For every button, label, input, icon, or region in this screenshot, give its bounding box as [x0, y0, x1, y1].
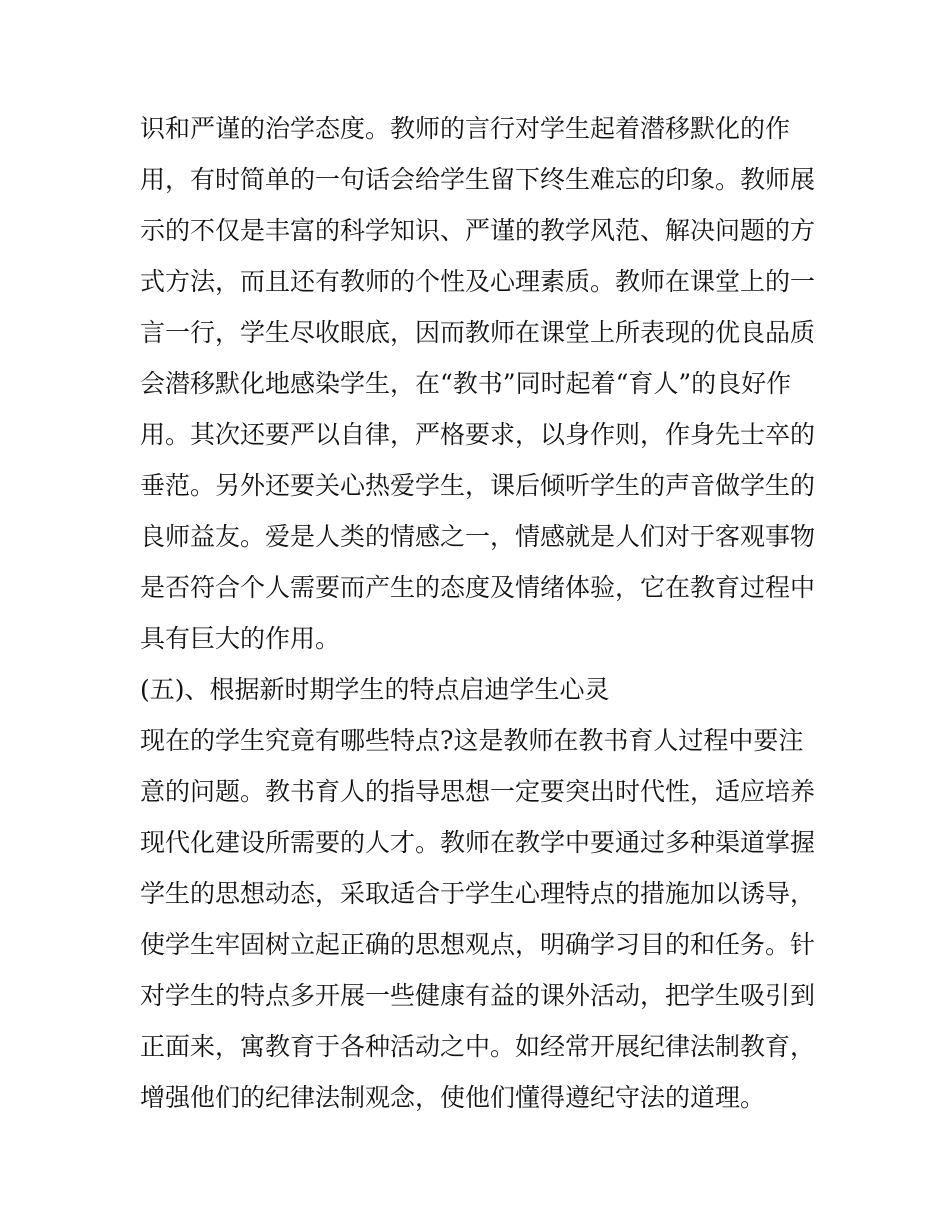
text-line: 具有巨大的作用。	[140, 624, 341, 653]
text-line: 学生的思想动态，采取适合于学生心理特点的措施加以诱导，	[140, 879, 816, 908]
paragraph-1	[140, 103, 820, 664]
text-line: 式方法，而且还有教师的个性及心理素质。教师在课堂上的一	[140, 267, 816, 296]
text-line: 用，有时简单的一句话会给学生留下终生难忘的印象。教师展	[140, 165, 816, 194]
text-line: 示的不仅是丰富的科学知识、严谨的教学风范、解决问题的方	[140, 216, 816, 245]
text-line: 会潜移默化地感染学生，在“教书”同时起着“育人”的良好作	[140, 369, 792, 398]
text-line: 是否符合个人需要而产生的态度及情绪体验，它在教育过程中	[140, 573, 816, 602]
text-line: 使学生牢固树立起正确的思想观点，明确学习目的和任务。针	[140, 930, 816, 959]
text-line: 良师益友。爱是人类的情感之一，情感就是人们对于客观事物	[140, 522, 816, 551]
text-line: 现代化建设所需要的人才。教师在教学中要通过多种渠道掌握	[140, 828, 816, 857]
text-line: 对学生的特点多开展一些健康有益的课外活动，把学生吸引到	[140, 981, 816, 1010]
text-line: 垂范。另外还要关心热爱学生，课后倾听学生的声音做学生的	[140, 471, 816, 500]
text-line: 识和严谨的治学态度。教师的言行对学生起着潜移默化的作	[140, 114, 791, 143]
text-line: 意的问题。教书育人的指导思想一定要突出时代性，适应培养	[140, 777, 816, 806]
section-heading: (五)、根据新时期学生的特点启迪学生心灵	[140, 675, 610, 704]
document-body	[140, 103, 820, 1123]
text-line: 言一行，学生尽收眼底，因而教师在课堂上所表现的优良品质	[140, 318, 816, 347]
paragraph-2	[140, 715, 820, 1123]
text-line: 正面来，寓教育于各种活动之中。如经常开展纪律法制教育，	[140, 1032, 816, 1061]
text-line: 用。其次还要严以自律，严格要求，以身作则，作身先士卒的	[140, 420, 816, 449]
text-line: 现在的学生究竟有哪些特点?这是教师在教书育人过程中要注	[140, 726, 804, 755]
text-line: 增强他们的纪律法制观念，使他们懂得遵纪守法的道理。	[140, 1083, 766, 1112]
